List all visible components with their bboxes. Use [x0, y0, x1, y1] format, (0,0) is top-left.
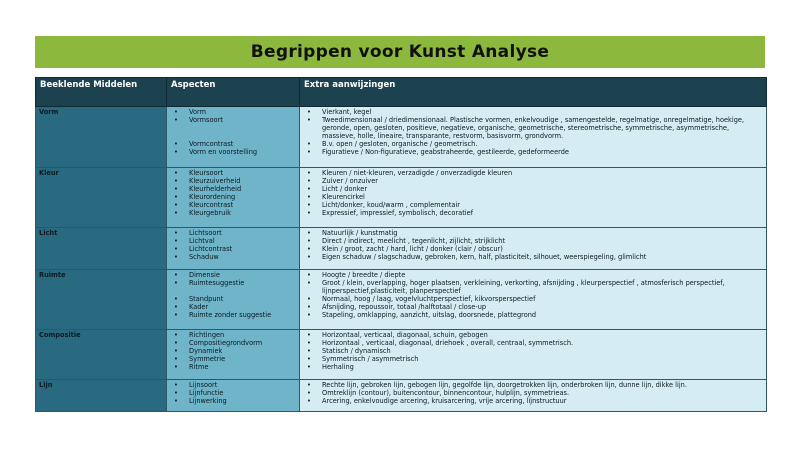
notes-cell	[300, 228, 767, 270]
aspects-cell	[167, 380, 300, 412]
list-item: • Tweedimensionaal / driedimensionaal. Plastische vormen, enkelvoudige , samengestelde, regelmatige, onregelmatige, hoekige, geronde, open, gesloten, positieve, negatieve, organische, geometrische, stereometrische, symmetrische, asymmetrische, massieve, holle, lineaire, transparante, restvorm, basisvorm, grondvorm.	[303, 116, 763, 140]
row-label: Licht	[36, 228, 167, 270]
table-row-vorm	[36, 107, 767, 168]
list-item: • Statisch / dynamisch	[303, 347, 763, 355]
header-row	[36, 78, 767, 107]
list-item: • Dynamiek	[170, 347, 296, 355]
list-item: • Kleurencirkel	[303, 193, 763, 201]
notes-cell	[300, 330, 767, 380]
row-label: Kleur	[36, 168, 167, 228]
list-item: • Lijnfunctie	[170, 389, 296, 397]
table-row-ruimte	[36, 270, 767, 330]
aspects-cell	[167, 270, 300, 330]
header-aanwijzingen: Extra aanwijzingen	[300, 78, 767, 107]
header-aspecten: Aspecten	[167, 78, 300, 107]
list-item: • Herhaling	[303, 363, 763, 371]
list-item: • Kleuren / niet-kleuren, verzadigde / onverzadigde kleuren	[303, 169, 763, 177]
aspects-cell	[167, 228, 300, 270]
list-item: • Schaduw	[170, 253, 296, 261]
list-item: • Vorm en voorstelling	[170, 148, 296, 156]
list-item: • Dimensie	[170, 271, 296, 279]
table-row-kleur	[36, 168, 767, 228]
title-banner	[35, 36, 765, 68]
list-item: • Lijnwerking	[170, 397, 296, 405]
list-item: • Lijnsoort	[170, 381, 296, 389]
list-item: • Normaal, hoog / laag, vogelvluchtperspectief, kikvorsperspectief	[303, 295, 763, 303]
aspects-cell	[167, 107, 300, 168]
list-item: • Vorm	[170, 108, 296, 116]
row-label: Ruimte	[36, 270, 167, 330]
list-item: • Horizontaal , verticaal, diagonaal, driehoek , overall, centraal, symmetrisch.	[303, 339, 763, 347]
notes-cell	[300, 380, 767, 412]
aspects-cell	[167, 330, 300, 380]
notes-cell	[300, 168, 767, 228]
notes-cell	[300, 107, 767, 168]
notes-cell	[300, 270, 767, 330]
list-item: • Kleursoort	[170, 169, 296, 177]
list-item: • B.v. open / gesloten, organische / geometrisch.	[303, 140, 763, 148]
list-item: • Standpunt	[170, 295, 296, 303]
header-middelen: Beeklende Middelen	[36, 78, 167, 107]
list-item: • Klein / groot, zacht / hard, licht / donker (clair / obscur)	[303, 245, 763, 253]
list-item: • Hoogte / breedte / diepte	[303, 271, 763, 279]
list-item: • Compositiegrondvorm	[170, 339, 296, 347]
list-item: • Stapeling, omklapping, aanzicht, uitslag, doorsnede, plattegrond	[303, 311, 763, 319]
list-item: • Lichtval	[170, 237, 296, 245]
list-item: • Direct / indirect, meelicht , tegenlicht, zijlicht, strijklicht	[303, 237, 763, 245]
list-item: • Licht/donker, koud/warm , complementair	[303, 201, 763, 209]
list-item: • Eigen schaduw / slagschaduw, gebroken, kern, half, plasticiteit, silhouet, weerspiegeling, glimlicht	[303, 253, 763, 261]
list-item: • Lichtsoort	[170, 229, 296, 237]
list-item: • Zuiver / onzuiver	[303, 177, 763, 185]
list-item: • Groot / klein, overlapping, hoger plaatsen, verkleining, verkorting, afsnijding , kleurperspectief , atmosferisch perspectief, lijnperspectief,plasticiteit, planperspectief	[303, 279, 763, 295]
row-label: Compositie	[36, 330, 167, 380]
list-item: • Arcering, enkelvoudige arcering, kruisarcering, vrije arcering, lijnstructuur	[303, 397, 763, 405]
list-item: • Vormsoort	[170, 116, 296, 140]
aspects-cell	[167, 168, 300, 228]
list-item: • Licht / donker	[303, 185, 763, 193]
row-label: Vorm	[36, 107, 167, 168]
list-item: • Symmetrie	[170, 355, 296, 363]
table-row-licht	[36, 228, 767, 270]
table-row-compositie	[36, 330, 767, 380]
list-item: • Kleurcontrast	[170, 201, 296, 209]
row-label: Lijn	[36, 380, 167, 412]
list-item: • Kleurzuiverheid	[170, 177, 296, 185]
list-item: • Vierkant, kegel	[303, 108, 763, 116]
list-item: • Expressief, impressief, symbolisch, decoratief	[303, 209, 763, 217]
list-item: • Ritme	[170, 363, 296, 371]
list-item: • Ruimte zonder suggestie	[170, 311, 296, 319]
list-item: • Lichtcontrast	[170, 245, 296, 253]
list-item: • Kleurhelderheid	[170, 185, 296, 193]
list-item: • Afsnijding, repoussoir, totaal /halftotaal / close-up	[303, 303, 763, 311]
list-item: • Richtingen	[170, 331, 296, 339]
list-item: • Horizontaal, verticaal, diagonaal, schuin, gebogen	[303, 331, 763, 339]
page-title: Begrippen voor Kunst Analyse	[250, 42, 550, 62]
list-item: • Symmetrisch / asymmetrisch	[303, 355, 763, 363]
list-item: • Rechte lijn, gebroken lijn, gebogen lijn, gegolfde lijn, doorgetrokken lijn, onderbroken lijn, dunne lijn, dikke lijn.	[303, 381, 763, 389]
list-item: • Vormcontrast	[170, 140, 296, 148]
list-item: • Kader	[170, 303, 296, 311]
concepts-table	[35, 77, 767, 412]
list-item: • Kleurgebruik	[170, 209, 296, 217]
list-item: • Ruimtesuggestie	[170, 279, 296, 295]
table-row-lijn	[36, 380, 767, 412]
list-item: • Natuurlijk / kunstmatig	[303, 229, 763, 237]
list-item: • Omtreklijn (contour), buitencontour, binnencontour, hulplijn, symmetrieas.	[303, 389, 763, 397]
list-item: • Kleurordening	[170, 193, 296, 201]
list-item: • Figuratieve / Non-figuratieve, geabstraheerde, gestileerde, gedeformeerde	[303, 148, 763, 156]
